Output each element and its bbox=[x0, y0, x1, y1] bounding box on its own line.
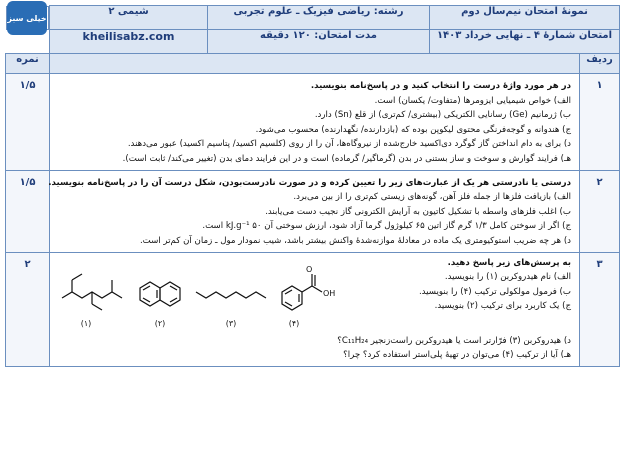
col-question bbox=[50, 54, 580, 74]
question-line: د) هر چه ضریب استوکیومتری یک ماده در معادلهٔ موازنه‌شدهٔ واکنش بیشتر باشد، شیب نمودار مول ـ زمان آن کم‌تر است. bbox=[139, 235, 571, 246]
molecule-structures bbox=[56, 258, 335, 332]
column-header-row bbox=[6, 54, 620, 74]
molecule-4-benzoic-acid bbox=[282, 274, 322, 310]
question-line: ب) اغلب فلزهای واسطه با تشکیل کاتیون به آرایش الکترونی گاز نجیب دست می‌یابند. bbox=[265, 206, 571, 217]
question-line: ج) یک کاربرد برای ترکیب (۲) بنویسید. bbox=[434, 301, 571, 312]
molecule-label-4: (۴) bbox=[288, 318, 300, 328]
oxygen-label: O bbox=[306, 264, 313, 274]
question-text bbox=[50, 74, 580, 171]
molecule-label-3: (۳) bbox=[225, 318, 237, 328]
molecule-2-naphthalene bbox=[140, 282, 180, 306]
question-line: ب) فرمول مولکولی ترکیب (۴) را بنویسید. bbox=[418, 286, 571, 297]
publisher-logo bbox=[7, 1, 47, 35]
question-line: ج) هندوانه و گوجه‌فرنگی محتوی لیکوپن بوده که (بازدارنده/ نگهدارنده) محسوب می‌شود. bbox=[255, 124, 571, 135]
question-line: د) برای به دام انداختن گاز گوگرد دی‌اکسید خارج‌شده از نیروگاه‌ها، آن را از روی (کلسیم اکسید/ پتاسیم اکسید) عبور می‌دهند. bbox=[127, 139, 571, 150]
website-link[interactable] bbox=[50, 30, 208, 54]
molecule-label-2: (۲) bbox=[154, 318, 166, 328]
exam-number: امتحان شمارهٔ ۴ ـ نهایی خرداد ۱۴۰۳ bbox=[430, 30, 620, 54]
question-line: هـ) آیا از ترکیب (۴) می‌توان در تهیهٔ پلی‌استر استفاده کرد؟ چرا؟ bbox=[343, 350, 571, 361]
question-line: ب) ژرمانیم (Ge) رسانایی الکتریکی (بیشتری/ کم‌تری) از قلع (Sn) دارد. bbox=[314, 110, 571, 121]
question-number: ۲ bbox=[580, 170, 620, 252]
subject-label: شیمی ۲ bbox=[50, 6, 208, 30]
question-text bbox=[50, 252, 580, 366]
question-score: ۱/۵ bbox=[6, 170, 50, 252]
question-row-1 bbox=[6, 74, 620, 171]
question-line: درستی یا نادرستی هر یک از عبارت‌های زیر را تعیین کرده و در صورت نادرست‌بودن، شکل درست آن را در پاسخ‌نامه بنویسید. bbox=[48, 177, 571, 188]
question-text bbox=[50, 170, 580, 252]
molecule-1-branched-alkane bbox=[62, 274, 122, 310]
question-score: ۲ bbox=[6, 252, 50, 366]
question-number: ۱ bbox=[580, 74, 620, 171]
molecule-3-straight-alkane bbox=[196, 292, 266, 298]
question-number: ۳ bbox=[580, 252, 620, 366]
question-line: به پرسش‌های زیر پاسخ دهید. bbox=[447, 257, 571, 268]
question-line: ج) اگر از سوختن کامل ۱/۳ گرم گاز اتین ۶۵ کیلوژول گرما آزاد شود، ارزش سوختی آن ۵۰ kJ.g⁻¹ است. bbox=[202, 221, 571, 232]
question-row-3 bbox=[6, 252, 620, 366]
col-row-number: ردیف bbox=[580, 54, 620, 74]
header-row-1 bbox=[6, 6, 620, 30]
logo-icon bbox=[7, 4, 47, 32]
website-text: kheilisabz.com bbox=[82, 30, 175, 43]
exam-table bbox=[5, 5, 620, 367]
molecule-drawings bbox=[56, 258, 340, 332]
question-line: الف) خواص شیمیایی ایزومرها (متفاوت/ یکسان) است. bbox=[374, 95, 571, 106]
question-line: هـ) فرایند گوارش و سوخت و ساز بستنی در بدن (گرماگیر/ گرماده) است و در این فرایند دمای بدن (تغییر می‌کند/ ثابت است). bbox=[122, 153, 571, 164]
col-score: نمره bbox=[6, 54, 50, 74]
question-line: الف) نام هیدروکربن (۱) را بنویسید. bbox=[444, 272, 571, 283]
logo-text: خیلی سبز bbox=[7, 13, 47, 23]
question-line: الف) بازیافت فلزها از جمله فلز آهن، گونه‌های زیستی کم‌تری را از بین می‌برد. bbox=[293, 192, 571, 203]
exam-duration: مدت امتحان: ۱۲۰ دقیقه bbox=[208, 30, 430, 54]
hydroxyl-label: OH bbox=[323, 288, 336, 298]
question-line: در هر مورد واژهٔ درست را انتخاب کنید و در پاسخ‌نامه بنویسید. bbox=[310, 81, 571, 91]
question-row-2 bbox=[6, 170, 620, 252]
question-3-text bbox=[335, 256, 571, 334]
question-score: ۱/۵ bbox=[6, 74, 50, 171]
question-line: د) هیدروکربن (۳) فرّارتر است یا هیدروکربن راست‌زنجیر C₁₁H₂₄؟ bbox=[337, 335, 571, 346]
exam-title: نمونهٔ امتحان نیم‌سال دوم bbox=[430, 6, 620, 30]
logo-cell bbox=[6, 6, 50, 30]
molecule-label-1: (۱) bbox=[80, 318, 92, 328]
field-label: رشته: ریاضی فیزیک ـ علوم تجربی bbox=[208, 6, 430, 30]
header-row-2 bbox=[6, 30, 620, 54]
